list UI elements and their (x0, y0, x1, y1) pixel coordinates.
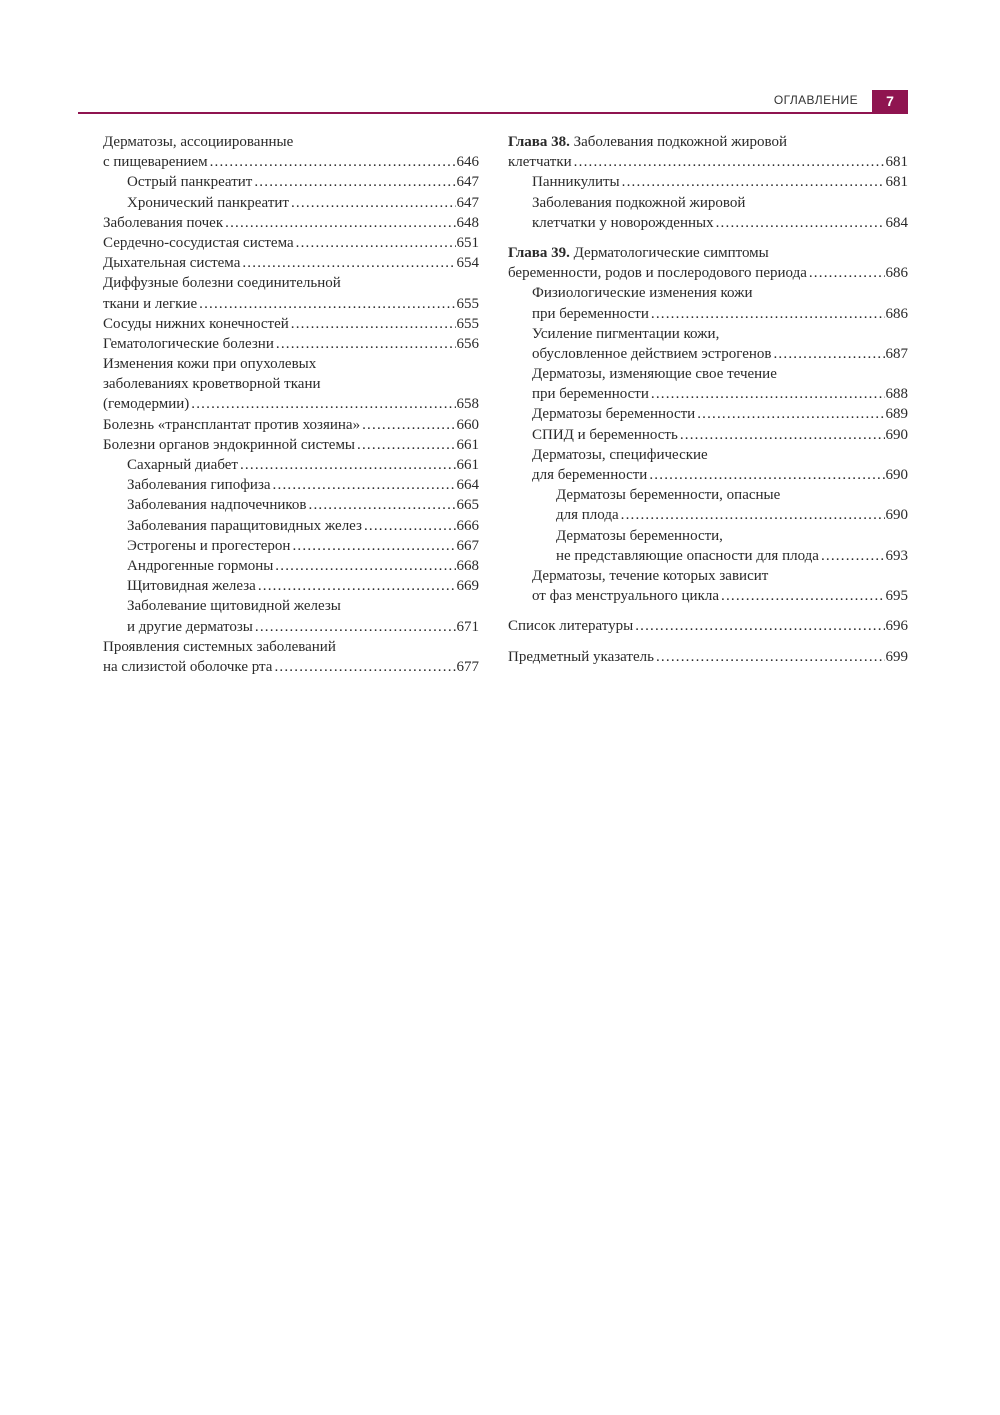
chapter-label: Глава 38. (508, 134, 570, 150)
page-ref: 647 (456, 194, 479, 211)
page-ref: 689 (885, 406, 908, 423)
page-ref: 648 (456, 214, 479, 231)
toc-entry[interactable]: Сосуды нижних конечностей ..... 655 (103, 314, 479, 334)
page-ref: 677 (456, 658, 479, 675)
page-ref: 690 (885, 467, 908, 483)
toc-entry[interactable]: Заболевания паращитовидных желез ..... 666 (103, 516, 479, 536)
toc-entry[interactable]: Физиологические изменения кожи при беременности ..... 686 (508, 283, 908, 323)
page-ref: 687 (885, 345, 908, 362)
toc-entry[interactable]: Диффузные болезни соединительной ткани и легкие ..... 655 (103, 273, 479, 313)
toc-entry[interactable]: Проявления системных заболеваний на слизистой оболочке рта ..... 677 (103, 637, 479, 677)
page-ref: 656 (456, 335, 479, 352)
page-ref: 668 (456, 557, 479, 574)
section-title: ОГЛАВЛЕНИЕ (773, 93, 858, 107)
page-ref: 699 (885, 648, 908, 665)
page-ref: 651 (456, 234, 479, 251)
toc-entry[interactable]: Дерматозы, течение которых зависит от фаз менструального цикла ..... 695 (508, 566, 908, 606)
page-ref: 665 (456, 497, 479, 514)
toc-entry[interactable]: Болезни органов эндокринной системы ..... 661 (103, 435, 479, 455)
page-number: 7 (872, 90, 908, 112)
page-ref: 669 (456, 578, 479, 595)
page-ref: 684 (885, 214, 908, 231)
toc-entry[interactable]: Дерматозы, изменяющие свое течение при беременности ..... 688 (508, 364, 908, 404)
page-ref: 647 (456, 174, 479, 191)
toc-entry[interactable]: Острый панкреатит ..... 647 (103, 172, 479, 192)
page-ref: 655 (456, 315, 479, 332)
toc-entry[interactable]: Дерматозы беременности ..... 689 (508, 404, 908, 424)
toc-entry[interactable]: Дерматозы беременности, не представляющие опасности для плода ..... 693 (508, 526, 908, 566)
toc-entry[interactable]: Андрогенные гормоны ..... 668 (103, 556, 479, 576)
page-ref: 658 (456, 396, 479, 413)
page-ref: 690 (885, 507, 908, 524)
page-ref: 690 (885, 426, 908, 443)
toc-entry[interactable]: Щитовидная железа ..... 669 (103, 576, 479, 596)
header-rule (78, 112, 908, 114)
page-ref: 681 (885, 154, 908, 171)
page-ref: 655 (456, 295, 479, 312)
toc-chapter-entry[interactable]: Глава 38. Заболевания подкожной жировой клетчатки ..... 681 (508, 132, 908, 172)
page-ref: 686 (885, 265, 908, 282)
toc-entry[interactable]: Усиление пигментации кожи, обусловленное действием эстрогенов ..... 687 (508, 324, 908, 364)
page-ref: 667 (456, 537, 479, 554)
toc-entry[interactable]: Панникулиты ..... 681 (508, 172, 908, 192)
toc-entry[interactable]: Хронический панкреатит ..... 647 (103, 193, 479, 213)
page-ref: 693 (885, 547, 908, 564)
toc-entry[interactable]: Изменения кожи при опухолевых заболеваниях кроветворной ткани (гемодермии) ..... 658 (103, 354, 479, 415)
page-ref: 666 (456, 517, 479, 534)
toc-entry[interactable]: Заболевания гипофиза ..... 664 (103, 475, 479, 495)
toc-entry[interactable]: Дерматозы, специфические для беременности ..... 690 (508, 445, 908, 485)
toc-entry[interactable]: Сердечно-сосудистая система ..... 651 (103, 233, 479, 253)
toc-chapter-entry[interactable]: Глава 39. Дерматологические симптомы беременности, родов и послеродового периода ..... 686 (508, 243, 908, 283)
page-ref: 664 (456, 477, 479, 494)
toc-entry[interactable]: Дерматозы беременности, опасные для плода ..... 690 (508, 485, 908, 525)
toc-entry[interactable]: Заболевание щитовидной железы и другие дерматозы ..... 671 (103, 596, 479, 636)
page-ref: 671 (456, 618, 479, 635)
toc-entry[interactable]: Заболевания надпочечников ..... 665 (103, 495, 479, 515)
toc-entry[interactable]: Дыхательная система ..... 654 (103, 253, 479, 273)
toc-entry[interactable]: Дерматозы, ассоциированные с пищеварением ..... 646 (103, 132, 479, 172)
toc-entry-index[interactable]: Предметный указатель ..... 699 (508, 647, 908, 667)
toc-entry[interactable]: СПИД и беременность ..... 690 (508, 425, 908, 445)
toc-entry[interactable]: Заболевания почек ..... 648 (103, 213, 479, 233)
toc-right-column (508, 132, 908, 667)
toc-entry[interactable]: Болезнь «трансплантат против хозяина» ..... 660 (103, 415, 479, 435)
page-ref: 695 (885, 588, 908, 605)
toc-entry-references[interactable]: Список литературы ..... 696 (508, 616, 908, 636)
page-ref: 661 (456, 457, 479, 473)
page-ref: 646 (456, 154, 479, 171)
page-ref: 654 (456, 255, 479, 272)
page-ref: 661 (456, 436, 479, 453)
page-ref: 660 (456, 416, 479, 433)
chapter-label: Глава 39. (508, 244, 570, 261)
page-ref: 696 (885, 618, 908, 635)
page-ref: 681 (885, 174, 908, 191)
toc-left-column (103, 132, 479, 677)
page-ref: 688 (885, 386, 908, 403)
toc-entry[interactable]: Сахарный диабет ..... 661 (103, 455, 479, 475)
toc-entry[interactable]: Заболевания подкожной жировой клетчатки у новорожденных ..... 684 (508, 193, 908, 233)
toc-entry[interactable]: Гематологические болезни ..... 656 (103, 334, 479, 354)
page-ref: 686 (885, 305, 908, 322)
toc-entry[interactable]: Эстрогены и прогестерон ..... 667 (103, 536, 479, 556)
